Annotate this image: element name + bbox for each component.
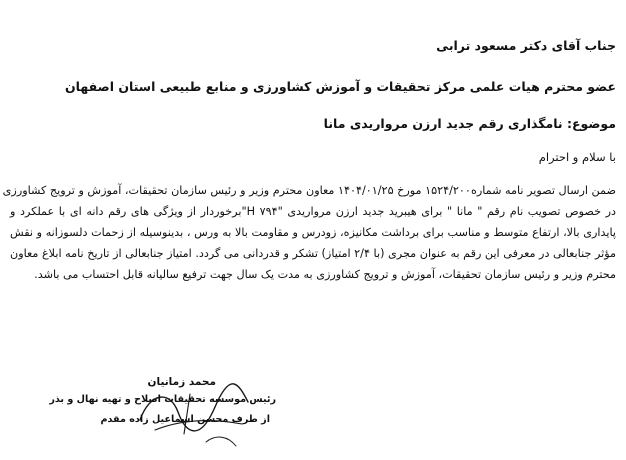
- signature-block: [0, 372, 626, 460]
- greeting: با سلام و احترام: [538, 150, 616, 164]
- letter-body: [2, 180, 617, 285]
- body-line-3: پایداری بالا، ارتفاع متوسط و مناسب برای برداشت مکانیزه، زودرس و مقاومت بالا به ورس ، بدینوسیله از زحمات دلسوزانه و نقش: [10, 226, 616, 239]
- body-line-5: محترم وزیر و رئیس سازمان تحقیقات، آموزش و ترویج کشاورزی به مدت یک سال جهت ترفیع سالیانه قابل احتساب می باشد.: [34, 268, 616, 281]
- subject-line: موضوع: نامگذاری رقم جدید ارزن مرواریدی مانا: [323, 116, 616, 131]
- addressee-line: جناب آقای دکتر مسعود ترابی: [436, 38, 616, 53]
- signatory-title: رئیس موسسه تحقیقات اصلاح و تهیه نهال و بذر: [49, 394, 276, 405]
- addressee-position: عضو محترم هیات علمی مرکز تحقیقات و آموزش کشاورزی و منابع طبیعی استان اصفهان: [65, 79, 616, 94]
- signatory-on-behalf: از طرف محسن اسماعیل زاده مقدم: [100, 414, 270, 425]
- body-line-2: در خصوص تصویب نام رقم " مانا " برای هیبرید جدید ارزن مرواریدی "H ۷۹۴"برخوردار از ویژگی های رقم دانه ای با عملکرد و: [10, 205, 616, 218]
- body-line-1: ضمن ارسال تصویر نامه شماره۱۵۲۴/۲۰۰ مورخ ۱۴۰۴/۰۱/۲۵ معاون محترم وزیر و رئیس سازمان تحقیقات، آموزش و ترویج کشاورزی: [2, 184, 616, 197]
- body-line-4: مؤثر جنابعالی در معرفی این رقم به عنوان مجری (با ۲/۴ امتیاز) تشکر و قدردانی می گردد. امتیاز جنابعالی از تاریخ نامه ابلاغ معاون: [10, 247, 617, 260]
- signatory-name: محمد زمانیان: [147, 376, 216, 388]
